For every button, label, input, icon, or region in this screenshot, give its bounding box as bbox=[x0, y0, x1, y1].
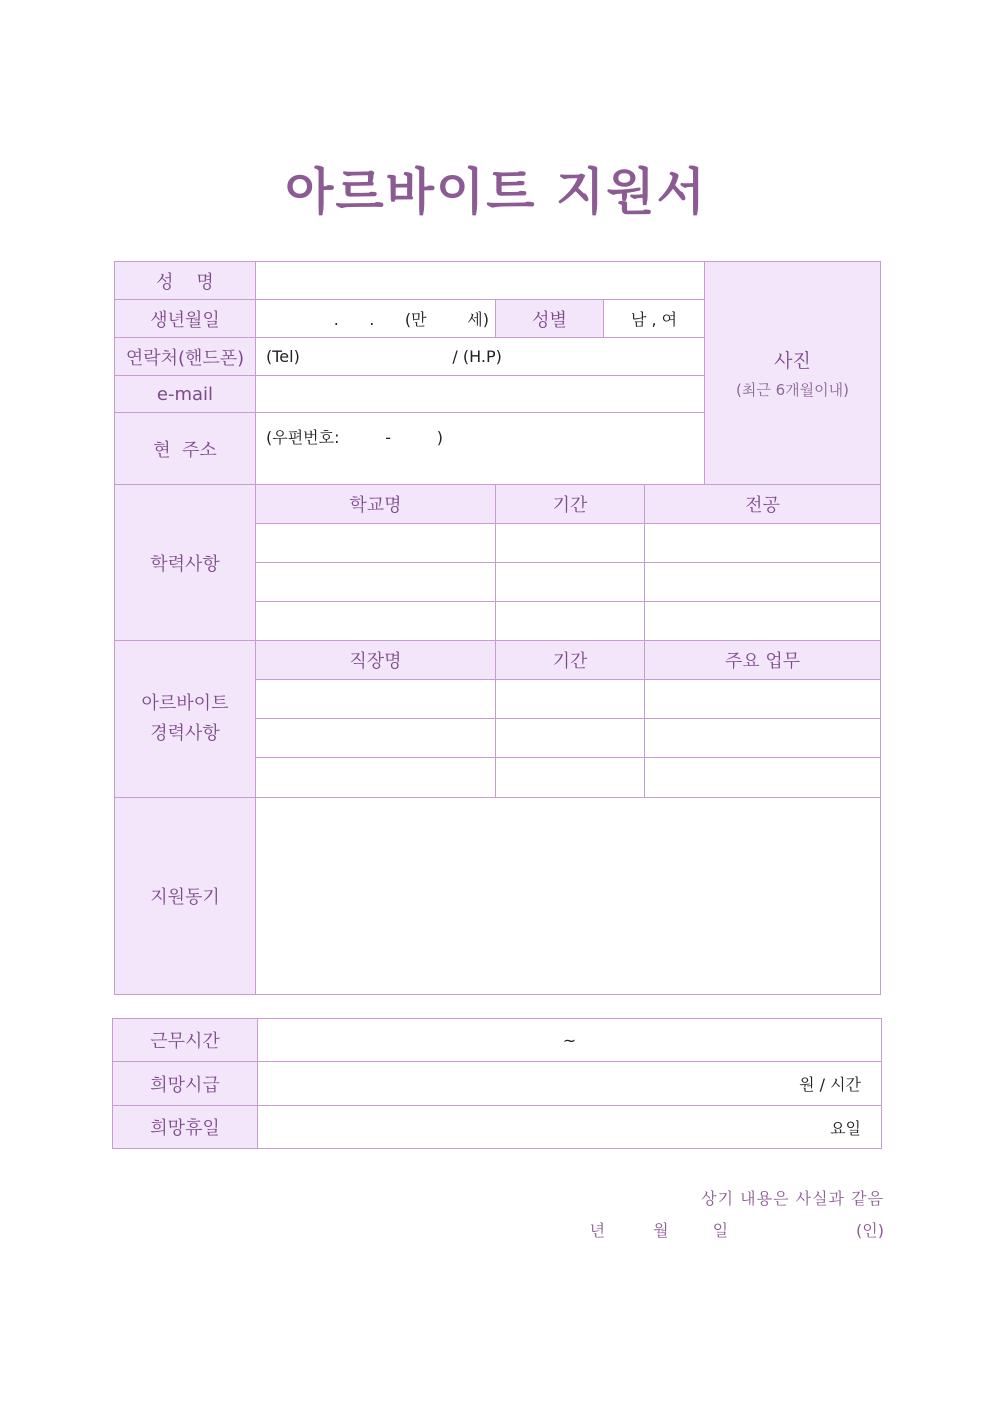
address-label: 현 주소 bbox=[115, 413, 256, 485]
career-period-cell[interactable] bbox=[496, 680, 645, 719]
gender-field[interactable]: 남 , 여 bbox=[604, 300, 705, 338]
work-conditions-table bbox=[112, 1018, 882, 1149]
name-field[interactable] bbox=[256, 262, 705, 300]
page-title: 아르바이트 지원서 bbox=[285, 163, 707, 221]
career-label-line1: 아르바이트 bbox=[141, 693, 229, 714]
work-hours-field[interactable]: ~ bbox=[258, 1019, 882, 1062]
education-school-cell[interactable] bbox=[256, 602, 496, 641]
education-school-cell[interactable] bbox=[256, 563, 496, 602]
career-label bbox=[115, 641, 256, 798]
signature-date-line bbox=[590, 1218, 884, 1241]
confirmation-statement: 상기 내용은 사실과 같음 bbox=[701, 1189, 884, 1208]
education-major-cell[interactable] bbox=[645, 602, 881, 641]
day-off-label: 희망휴일 bbox=[113, 1106, 258, 1149]
contact-label: 연락처(핸드폰) bbox=[115, 338, 256, 376]
application-table bbox=[114, 261, 881, 995]
email-field[interactable] bbox=[256, 376, 705, 413]
career-header-duties: 주요 업무 bbox=[645, 641, 881, 680]
seal-mark: (인) bbox=[856, 1221, 884, 1240]
education-header-major: 전공 bbox=[645, 485, 881, 524]
photo-box[interactable] bbox=[705, 262, 881, 485]
education-major-cell[interactable] bbox=[645, 563, 881, 602]
date-day: 일 bbox=[712, 1221, 729, 1240]
education-period-cell[interactable] bbox=[496, 524, 645, 563]
contact-field[interactable]: (Tel) / (H.P) bbox=[256, 338, 705, 376]
career-period-cell[interactable] bbox=[496, 758, 645, 798]
photo-label: 사진 bbox=[774, 350, 811, 372]
birth-field[interactable]: . . (만 세) bbox=[256, 300, 496, 338]
career-header-period: 기간 bbox=[496, 641, 645, 680]
career-company-cell[interactable] bbox=[256, 758, 496, 798]
day-off-field[interactable]: 요일 bbox=[258, 1106, 882, 1149]
education-period-cell[interactable] bbox=[496, 563, 645, 602]
career-header-company: 직장명 bbox=[256, 641, 496, 680]
motivation-label: 지원동기 bbox=[115, 798, 256, 995]
gender-label: 성별 bbox=[496, 300, 604, 338]
education-major-cell[interactable] bbox=[645, 524, 881, 563]
education-period-cell[interactable] bbox=[496, 602, 645, 641]
career-label-line2: 경력사항 bbox=[150, 723, 220, 744]
photo-note: (최근 6개월이내) bbox=[736, 381, 849, 399]
hourly-wage-field[interactable]: 원 / 시간 bbox=[258, 1062, 882, 1106]
motivation-field[interactable] bbox=[256, 798, 881, 995]
date-year: 년 bbox=[589, 1221, 606, 1240]
date-month: 월 bbox=[653, 1221, 669, 1240]
email-label: e-mail bbox=[115, 376, 256, 413]
hourly-wage-label: 희망시급 bbox=[113, 1062, 258, 1106]
education-header-school: 학교명 bbox=[256, 485, 496, 524]
career-duties-cell[interactable] bbox=[645, 680, 881, 719]
work-hours-label: 근무시간 bbox=[113, 1019, 258, 1062]
birth-label: 생년월일 bbox=[115, 300, 256, 338]
education-header-period: 기간 bbox=[496, 485, 645, 524]
career-period-cell[interactable] bbox=[496, 719, 645, 758]
career-company-cell[interactable] bbox=[256, 680, 496, 719]
education-label: 학력사항 bbox=[115, 485, 256, 641]
career-duties-cell[interactable] bbox=[645, 758, 881, 798]
education-school-cell[interactable] bbox=[256, 524, 496, 563]
name-label: 성 명 bbox=[115, 262, 256, 300]
career-duties-cell[interactable] bbox=[645, 719, 881, 758]
career-company-cell[interactable] bbox=[256, 719, 496, 758]
address-field[interactable]: (우편번호: - ) bbox=[256, 413, 705, 485]
